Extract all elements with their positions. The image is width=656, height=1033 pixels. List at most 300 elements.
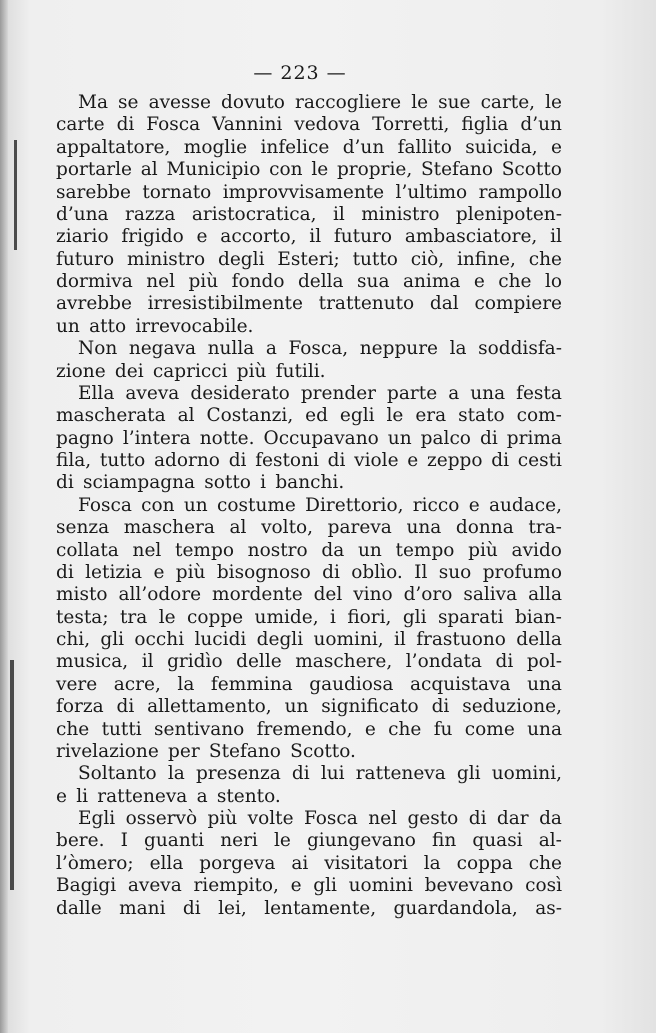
word: Ella <box>78 382 115 404</box>
word: Direttorio, <box>305 494 404 516</box>
word: uomini <box>348 875 413 897</box>
word: ratteneva <box>97 785 188 807</box>
word: e <box>290 875 302 897</box>
word: Egli <box>78 808 116 829</box>
word: d’un <box>342 136 385 158</box>
word: al <box>140 159 158 181</box>
word: tra <box>119 606 148 628</box>
word: della <box>516 629 562 650</box>
word: osservò <box>125 808 198 829</box>
text-line <box>56 629 562 651</box>
word: giungevano <box>306 830 416 852</box>
spine-shadow-mark <box>14 140 17 250</box>
word: bisognoso <box>216 561 311 583</box>
text-line <box>56 383 562 405</box>
word: gesto <box>407 808 459 829</box>
word: gli <box>100 629 125 650</box>
word: ella <box>149 852 184 874</box>
word: proprie, <box>336 159 413 181</box>
word: zeppo <box>427 450 483 471</box>
word: occhi <box>134 629 185 650</box>
word: anima <box>402 271 461 292</box>
word: la <box>449 338 467 360</box>
word: una <box>527 673 562 695</box>
word: a <box>448 382 460 404</box>
word: fremendo, <box>256 718 353 740</box>
word: dovuto <box>221 92 285 113</box>
word: costume <box>217 494 296 516</box>
text-line <box>56 137 562 159</box>
word: frigido <box>121 226 184 248</box>
word: da <box>539 808 562 829</box>
text-line <box>56 405 562 427</box>
body-text <box>56 92 562 920</box>
spine-shadow-mark <box>10 660 14 890</box>
word: palco <box>420 427 471 449</box>
word: saliva <box>463 584 518 606</box>
word: frastuono <box>416 629 506 650</box>
word: capricci <box>152 360 228 382</box>
word: con <box>141 494 175 516</box>
word: porgeva <box>199 852 276 874</box>
word: femmina <box>210 673 293 695</box>
word: una <box>406 517 442 539</box>
text-line <box>56 562 562 584</box>
word: bian- <box>514 606 562 628</box>
word: mani <box>119 897 166 919</box>
word: un <box>284 696 309 718</box>
word: avesse <box>148 92 211 113</box>
word: neppure <box>359 338 439 360</box>
word: avrebbe <box>56 293 132 315</box>
text-line <box>56 696 562 718</box>
word: se <box>118 92 139 113</box>
word: all’odore <box>118 584 202 606</box>
word: coppe <box>186 606 244 628</box>
word: Costanzi, <box>206 405 294 427</box>
page-left-edge <box>0 0 8 1033</box>
word: a <box>265 338 277 360</box>
word: di <box>56 561 74 583</box>
word: più <box>207 808 238 829</box>
word: l’ultimo <box>395 181 468 203</box>
word: appaltatore, <box>56 136 171 158</box>
word: e <box>153 561 165 583</box>
text-line <box>56 741 562 763</box>
word: allettamento, <box>147 696 272 718</box>
word: I <box>120 830 128 852</box>
text-line <box>56 428 562 450</box>
word: improvvisamente <box>222 181 385 203</box>
word: Fosca, <box>288 338 349 360</box>
word: pagno <box>56 427 114 449</box>
word: fondo <box>231 271 285 292</box>
word: infelice <box>260 136 330 158</box>
word: ai <box>291 852 309 874</box>
word: rampollo <box>478 181 562 203</box>
word: chi, <box>56 629 91 650</box>
word: il <box>394 629 406 650</box>
word: audace, <box>488 494 562 516</box>
word: plenipoten- <box>455 203 562 225</box>
word: le <box>411 92 429 113</box>
text-line <box>56 495 562 517</box>
word: uomini, <box>491 763 562 785</box>
word: pareva <box>327 517 392 539</box>
word: del <box>313 584 343 606</box>
text-line <box>56 853 562 875</box>
word: sue <box>438 92 471 113</box>
word: gaudiosa <box>309 673 394 695</box>
word: portarle <box>56 159 132 181</box>
word: fu <box>433 718 453 740</box>
word: Occupavano <box>263 427 379 449</box>
word: oblìo. <box>351 561 403 583</box>
word: sciampagna <box>83 472 196 494</box>
word: di <box>322 561 340 583</box>
word: di <box>56 472 74 494</box>
word: pol- <box>526 651 562 673</box>
word: e <box>551 136 562 158</box>
word: come <box>464 718 515 740</box>
text-line <box>56 472 562 494</box>
word: alla <box>528 584 562 606</box>
word: nulla <box>207 338 255 360</box>
word: sotto <box>204 472 251 494</box>
word: viole <box>354 450 399 471</box>
word: tutto <box>99 450 146 471</box>
word: la <box>167 763 185 785</box>
text-line <box>56 875 562 897</box>
word: li <box>76 785 89 807</box>
word: e <box>56 785 67 807</box>
word: donna <box>455 517 514 539</box>
word: il <box>332 203 345 225</box>
word: ambasciatore, <box>404 226 538 248</box>
text-line <box>56 182 562 204</box>
word: e <box>473 271 485 292</box>
word: Fosca <box>78 494 132 516</box>
word: prender <box>300 382 377 404</box>
word: un <box>387 427 412 449</box>
word: Stefano <box>420 159 493 181</box>
word: festa <box>516 382 562 404</box>
word: tempo <box>175 539 234 561</box>
word: e <box>196 226 208 248</box>
text-line <box>56 719 562 741</box>
word: maschere, <box>295 651 393 673</box>
word: un <box>56 315 80 337</box>
word: cesti <box>517 450 562 471</box>
word: e <box>468 494 480 516</box>
word: degli <box>218 248 265 270</box>
word: ministro <box>126 248 206 270</box>
word: dormiva <box>56 271 133 292</box>
word: e <box>364 718 376 740</box>
word: razza <box>125 203 176 225</box>
word: Torretti, <box>372 114 450 136</box>
word: ratteneva <box>355 763 446 785</box>
word: zione <box>56 360 106 382</box>
word: moglie <box>183 136 248 158</box>
word: acre, <box>113 673 161 695</box>
word: i <box>329 606 336 628</box>
text-line <box>56 361 562 383</box>
word: ricco <box>412 494 460 516</box>
word: trattenuto <box>318 293 415 315</box>
word: rivelazione <box>56 740 159 762</box>
word: maschera <box>123 517 215 539</box>
word: che <box>56 718 90 740</box>
word: tutto <box>352 248 398 270</box>
word: che <box>498 271 532 292</box>
word: il <box>141 651 154 673</box>
word: che <box>528 248 562 270</box>
word: gli <box>313 875 337 897</box>
word: da <box>321 539 345 561</box>
text-line <box>56 293 562 315</box>
word: le <box>386 405 404 427</box>
word: Non <box>78 338 118 360</box>
word: forza <box>56 696 104 718</box>
word: as- <box>535 897 562 919</box>
word: della <box>297 271 344 292</box>
word: ministro <box>361 203 440 225</box>
word: mascherata <box>56 405 166 427</box>
word: Fosca <box>303 808 358 829</box>
word: testa; <box>56 606 109 628</box>
word: dar <box>496 808 529 829</box>
word: vedova <box>294 114 361 136</box>
word: gli <box>402 606 427 628</box>
word: adorno <box>154 450 220 471</box>
word: umide, <box>254 606 319 628</box>
word: volte <box>247 808 294 829</box>
word: al <box>177 405 195 427</box>
word: al- <box>538 830 562 852</box>
word: avido <box>511 539 562 561</box>
word: atto <box>89 315 127 337</box>
word: di <box>479 427 498 449</box>
word: di <box>495 651 514 673</box>
text-line <box>56 808 562 830</box>
text-line <box>56 226 562 248</box>
text-line <box>56 338 562 360</box>
word: com- <box>516 405 562 427</box>
word: bere. <box>56 830 105 852</box>
word: lo <box>544 271 562 292</box>
word: Municipio <box>166 159 261 181</box>
text-line <box>56 450 562 472</box>
word: il <box>550 226 562 248</box>
word: Bagigi <box>56 875 117 897</box>
word: di <box>491 450 510 471</box>
word: accorto, <box>220 226 297 248</box>
word: carte <box>56 114 105 136</box>
word: di <box>327 450 346 471</box>
text-line <box>56 763 562 785</box>
word: di <box>116 696 135 718</box>
word: sarebbe <box>56 181 131 203</box>
word: Esteri; <box>277 248 340 270</box>
word: di <box>182 897 201 919</box>
word: futili. <box>275 360 326 382</box>
word: a <box>196 785 208 807</box>
word: suicida, <box>465 136 538 158</box>
word: neri <box>220 830 258 852</box>
word: Vannini <box>212 114 283 136</box>
word: nel <box>146 271 175 292</box>
word: raccogliere <box>294 92 402 113</box>
word: più <box>468 539 498 561</box>
word: lucidi <box>194 629 247 650</box>
word: carte, <box>480 92 536 113</box>
word: sentivano <box>154 718 245 740</box>
word: aveva <box>127 875 182 897</box>
word: l’intera <box>122 427 191 449</box>
word: che <box>528 852 562 874</box>
word: dei <box>114 360 144 382</box>
word: al <box>229 517 247 539</box>
word: una <box>470 382 506 404</box>
word: era <box>415 405 447 427</box>
word: un <box>183 494 208 516</box>
word: prima <box>506 427 562 449</box>
word: quasi <box>472 830 523 852</box>
word: visitatori <box>324 852 408 874</box>
word: nel <box>132 539 162 561</box>
text-line <box>56 786 562 808</box>
word: le <box>311 159 329 181</box>
word: ed <box>305 405 328 427</box>
word: desiderato <box>190 382 290 404</box>
word: acquistava <box>410 673 511 695</box>
word: gli <box>456 763 481 785</box>
word: delle <box>236 651 282 673</box>
word: dal <box>429 293 459 315</box>
word: Fosca <box>146 114 201 136</box>
word: stento. <box>216 785 281 807</box>
word: sparati <box>437 606 504 628</box>
word: Scotto. <box>290 740 356 762</box>
word: fila, <box>56 450 92 471</box>
text-line <box>56 114 562 136</box>
text-line <box>56 674 562 696</box>
word: presenza <box>195 763 281 785</box>
word: compiere <box>474 293 562 315</box>
word: di <box>228 450 247 471</box>
word: musica, <box>56 651 129 673</box>
word: i <box>260 472 267 494</box>
word: aristocratica, <box>191 203 317 225</box>
word: più <box>236 360 267 382</box>
word: soddisfa- <box>478 338 562 360</box>
word: irrevocabile. <box>135 315 254 337</box>
word: dalle <box>56 897 102 919</box>
word: tornato <box>142 181 212 203</box>
word: futuro <box>56 248 115 270</box>
word: degli <box>256 629 304 650</box>
word: sua <box>357 271 390 292</box>
word: aveva <box>125 382 180 404</box>
word: fin <box>432 830 457 852</box>
text-line <box>56 92 562 114</box>
word: di <box>431 696 450 718</box>
word: Scotto <box>501 159 562 181</box>
word: le <box>273 830 291 852</box>
word: di <box>116 114 135 136</box>
word: significato <box>321 696 419 718</box>
word: futuro <box>333 226 393 248</box>
word: con <box>269 159 303 181</box>
word: una <box>527 718 562 740</box>
word: collata <box>56 539 119 561</box>
word: stato <box>458 405 505 427</box>
word: profumo <box>482 561 562 583</box>
word: mordente <box>212 584 303 606</box>
word: irresistibilmente <box>147 293 303 315</box>
word: riempito, <box>193 875 279 897</box>
text-line <box>56 249 562 271</box>
word: d’una <box>56 203 109 225</box>
word: tutti <box>101 718 142 740</box>
page-number: — 223 — <box>253 62 347 84</box>
word: fallito <box>397 136 452 158</box>
text-line <box>56 540 562 562</box>
word: negava <box>128 338 197 360</box>
word: il <box>309 226 322 248</box>
text-line <box>56 584 562 606</box>
text-line <box>56 271 562 293</box>
word: nostro <box>247 539 308 561</box>
word: uomini, <box>313 629 384 650</box>
word: guardandola, <box>393 897 518 919</box>
word: più <box>188 271 219 292</box>
word: un <box>357 539 382 561</box>
word: parte <box>387 382 438 404</box>
word: l’ondata <box>405 651 482 673</box>
word: misto <box>56 584 108 606</box>
word: d’oro <box>403 584 453 606</box>
word: suo <box>438 561 472 583</box>
word: la <box>423 852 441 874</box>
word: letizia <box>85 561 143 583</box>
word: così <box>525 875 562 897</box>
word: ciò, <box>410 248 445 270</box>
word: l’òmero; <box>56 852 134 874</box>
word: coppa <box>456 852 513 874</box>
word: banchi. <box>275 472 345 494</box>
word: nel <box>368 808 398 829</box>
word: vere <box>56 673 98 695</box>
word: più <box>175 561 206 583</box>
word: fiori, <box>347 606 392 628</box>
word: lentamente, <box>264 897 377 919</box>
word: di <box>468 808 487 829</box>
word: tra- <box>528 517 562 539</box>
word: festoni <box>255 450 319 471</box>
text-line <box>56 159 562 181</box>
word: notte. <box>199 427 255 449</box>
word: che <box>388 718 422 740</box>
word: le <box>158 606 176 628</box>
word: Ma <box>78 92 108 113</box>
word: lei, <box>218 897 247 919</box>
word: figlia <box>461 114 509 136</box>
text-line <box>56 316 562 338</box>
text-line <box>56 830 562 852</box>
word: bevevano <box>424 875 514 897</box>
